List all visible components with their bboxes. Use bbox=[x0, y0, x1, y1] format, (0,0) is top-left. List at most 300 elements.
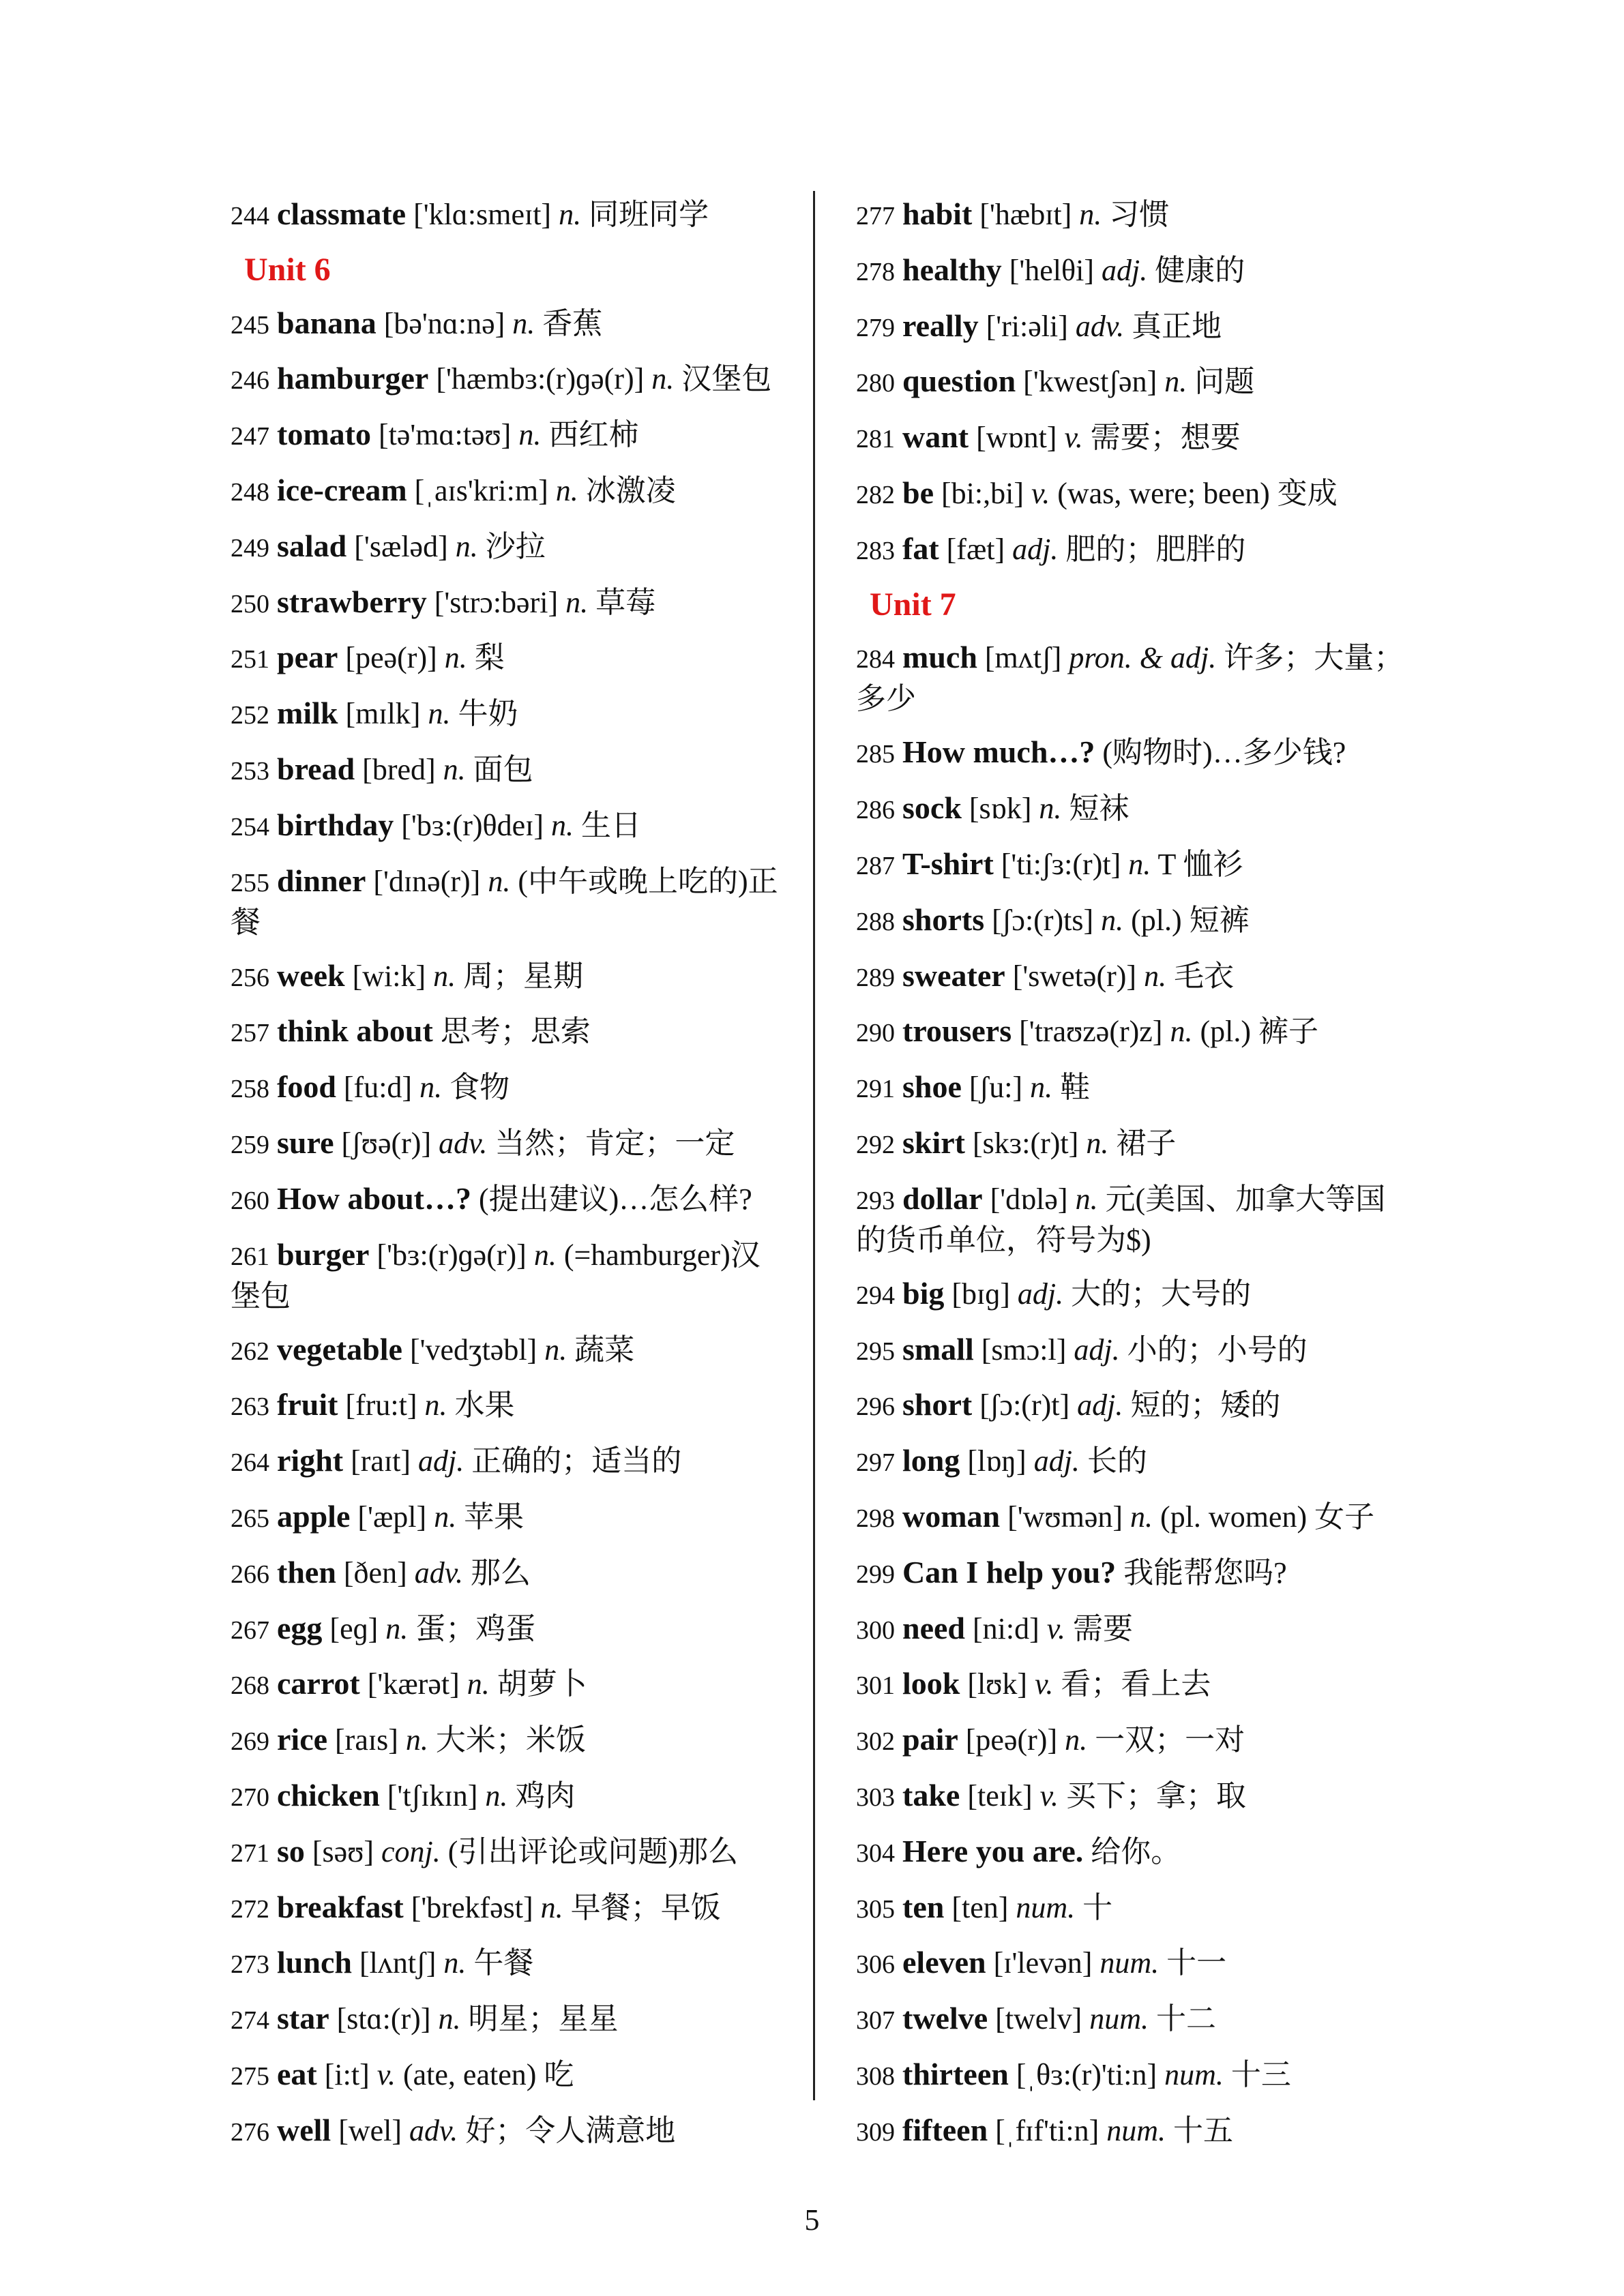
entry-number: 277 bbox=[856, 202, 895, 230]
entry-meaning: 当然；肯定；一定 bbox=[487, 1126, 735, 1160]
entry-number: 301 bbox=[856, 1671, 895, 1701]
entry-part-of-speech: v. bbox=[1035, 1667, 1054, 1701]
entry-word: vegetable bbox=[277, 1331, 402, 1367]
entry-number: 306 bbox=[856, 1950, 895, 1980]
right-column bbox=[856, 188, 1415, 2160]
entry-phonetic: ['traʊzə(r)z] bbox=[1012, 1015, 1170, 1049]
entry-number: 290 bbox=[856, 1019, 895, 1048]
entry-word: pear bbox=[277, 640, 338, 675]
entry-number: 276 bbox=[231, 2117, 269, 2147]
vocab-entry bbox=[231, 799, 790, 854]
entry-meaning: 十五 bbox=[1166, 2113, 1234, 2147]
vocab-entry bbox=[231, 1228, 790, 1323]
vocab-entry bbox=[231, 1004, 790, 1060]
entry-phonetic: [ʃʊə(r)] bbox=[334, 1126, 439, 1160]
entry-word: fat bbox=[902, 531, 939, 566]
entry-meaning: 长的 bbox=[1079, 1444, 1147, 1478]
entry-phonetic: [lʌntʃ] bbox=[351, 1946, 444, 1980]
entry-phonetic: [səʊ] bbox=[304, 1834, 382, 1868]
vocab-entry bbox=[231, 297, 790, 353]
entry-phonetic: ['æpl] bbox=[350, 1500, 434, 1534]
entry-part-of-speech: n. bbox=[444, 641, 467, 675]
entry-word: tomato bbox=[277, 417, 371, 452]
entry-phonetic: ['klɑ:smeɪt] bbox=[406, 198, 559, 231]
entry-word: classmate bbox=[277, 196, 407, 231]
entry-number: 273 bbox=[231, 1950, 269, 1980]
entry-word: much bbox=[902, 640, 977, 675]
column-divider bbox=[813, 191, 815, 2100]
entry-number: 298 bbox=[856, 1504, 895, 1533]
entry-phonetic: ['ti:ʃɜ:(r)t] bbox=[993, 847, 1129, 881]
vocab-entry bbox=[231, 1546, 790, 1602]
entry-meaning: 毛衣 bbox=[1166, 959, 1235, 993]
entry-part-of-speech: num. bbox=[1016, 1890, 1076, 1924]
entry-part-of-speech: v. bbox=[1046, 1611, 1066, 1645]
entry-phonetic: ['vedʒtəbl] bbox=[402, 1332, 545, 1367]
entry-part-of-speech: adj. bbox=[1074, 1332, 1120, 1367]
entry-phonetic bbox=[1116, 1556, 1123, 1590]
entry-number: 266 bbox=[231, 1560, 269, 1589]
entry-part-of-speech: conj. bbox=[381, 1834, 441, 1868]
entry-number: 272 bbox=[231, 1894, 269, 1924]
entry-part-of-speech: adv. bbox=[439, 1126, 488, 1160]
entry-meaning: 需要；想要 bbox=[1082, 421, 1241, 455]
vocab-entry bbox=[231, 408, 790, 464]
vocab-entry bbox=[231, 520, 790, 576]
entry-part-of-speech: n. bbox=[434, 1500, 457, 1534]
entry-phonetic: [bɪɡ] bbox=[944, 1277, 1018, 1311]
vocab-entry bbox=[856, 522, 1415, 578]
entry-number: 285 bbox=[856, 740, 895, 769]
entry-part-of-speech: adj. bbox=[1017, 1277, 1064, 1311]
entry-phonetic: [ʃɔ:(r)t] bbox=[972, 1388, 1078, 1422]
entry-meaning: 问题 bbox=[1187, 365, 1255, 399]
entry-word: hamburger bbox=[277, 361, 429, 396]
entry-meaning: (pl.) 短裤 bbox=[1123, 903, 1250, 937]
entry-number: 244 bbox=[231, 202, 269, 230]
entry-word: bread bbox=[277, 751, 355, 786]
entry-part-of-speech: adv. bbox=[414, 1555, 464, 1590]
entry-phonetic: [twelv] bbox=[988, 2002, 1090, 2036]
entry-word: milk bbox=[277, 696, 338, 731]
entry-word: take bbox=[902, 1777, 960, 1813]
entry-meaning: 小的；小号的 bbox=[1119, 1332, 1308, 1367]
entry-word: woman bbox=[902, 1498, 1001, 1534]
entry-part-of-speech: n. bbox=[424, 1388, 447, 1422]
entry-number: 284 bbox=[856, 645, 895, 674]
vocab-entry bbox=[856, 243, 1415, 299]
entry-word: sweater bbox=[902, 957, 1005, 993]
entry-phonetic: [raɪt] bbox=[343, 1444, 419, 1478]
vocab-entry bbox=[856, 1116, 1415, 1172]
vocab-entry bbox=[856, 411, 1415, 466]
entry-part-of-speech: pron. & adj. bbox=[1069, 641, 1217, 675]
entry-word: right bbox=[277, 1443, 344, 1478]
vocab-entry bbox=[856, 893, 1415, 949]
entry-word: eat bbox=[277, 2056, 317, 2091]
entry-part-of-speech: n. bbox=[1101, 903, 1124, 937]
entry-meaning: 十一 bbox=[1159, 1946, 1227, 1980]
entry-word: rice bbox=[277, 1722, 328, 1757]
entry-meaning: 蛋；鸡蛋 bbox=[408, 1611, 536, 1645]
entry-phonetic: [ʃɔ:(r)ts] bbox=[984, 903, 1102, 937]
entry-part-of-speech: v. bbox=[1064, 421, 1083, 455]
entry-part-of-speech: n. bbox=[565, 585, 589, 619]
vocab-entry bbox=[856, 781, 1415, 837]
entry-number: 279 bbox=[856, 313, 895, 342]
entry-part-of-speech: v. bbox=[1031, 476, 1050, 510]
entry-word: fifteen bbox=[902, 2112, 988, 2147]
entry-phonetic bbox=[1083, 1835, 1091, 1868]
entry-part-of-speech: adj. bbox=[1101, 253, 1148, 287]
entry-phonetic: ['wʊmən] bbox=[1000, 1500, 1131, 1534]
vocab-entry bbox=[856, 1490, 1415, 1546]
entry-number: 282 bbox=[856, 480, 895, 509]
entry-phonetic: [fu:d] bbox=[336, 1071, 420, 1105]
vocab-entry bbox=[231, 1657, 790, 1713]
vocab-entry bbox=[856, 949, 1415, 1005]
entry-number: 291 bbox=[856, 1075, 895, 1104]
entry-phonetic: ['sæləd] bbox=[346, 529, 456, 563]
entry-number: 283 bbox=[856, 536, 895, 565]
entry-meaning: 鞋 bbox=[1052, 1071, 1091, 1105]
entry-meaning: 面包 bbox=[465, 752, 533, 786]
entry-number: 271 bbox=[231, 1838, 269, 1868]
entry-part-of-speech: n. bbox=[540, 1890, 563, 1924]
entry-phonetic: ['bɜ:(r)ɡə(r)] bbox=[369, 1238, 534, 1272]
entry-number: 305 bbox=[856, 1894, 895, 1924]
entry-phonetic: ['kwestʃən] bbox=[1016, 365, 1165, 399]
entry-phonetic: [eɡ] bbox=[322, 1611, 386, 1645]
entry-word: well bbox=[277, 2112, 331, 2147]
entry-word: sock bbox=[902, 790, 962, 826]
entry-number: 265 bbox=[231, 1504, 269, 1533]
entry-phonetic: [wi:k] bbox=[344, 959, 434, 993]
entry-part-of-speech: n. bbox=[467, 1667, 490, 1701]
entry-number: 254 bbox=[231, 812, 269, 841]
entry-word: need bbox=[902, 1610, 965, 1645]
entry-word: How much…? bbox=[902, 734, 1095, 770]
entry-meaning: 水果 bbox=[447, 1388, 515, 1422]
entry-word: be bbox=[902, 475, 934, 510]
entry-meaning: (pl.) 裤子 bbox=[1192, 1015, 1318, 1049]
entry-word: twelve bbox=[902, 2001, 988, 2036]
vocab-entry bbox=[856, 1060, 1415, 1116]
vocab-entry bbox=[856, 1378, 1415, 1434]
entry-number: 259 bbox=[231, 1130, 269, 1159]
entry-phonetic: [bred] bbox=[355, 752, 443, 786]
entry-phonetic: [raɪs] bbox=[327, 1723, 406, 1757]
entry-meaning: 鸡肉 bbox=[507, 1778, 576, 1813]
entry-word: look bbox=[902, 1666, 960, 1701]
entry-phonetic: ['hæbɪt] bbox=[972, 198, 1080, 231]
entry-number: 257 bbox=[231, 1019, 269, 1048]
entry-phonetic: ['hæmbɜ:(r)ɡə(r)] bbox=[428, 362, 652, 396]
entry-meaning: 早餐；早饭 bbox=[563, 1890, 721, 1924]
entry-number: 286 bbox=[856, 796, 895, 825]
entry-number: 288 bbox=[856, 907, 895, 936]
entry-phonetic bbox=[1095, 736, 1102, 769]
entry-number: 256 bbox=[231, 963, 269, 992]
entry-part-of-speech: n. bbox=[1130, 1500, 1153, 1534]
entry-phonetic: [ˌaɪs'kri:m] bbox=[407, 473, 556, 507]
entry-part-of-speech: n. bbox=[555, 473, 578, 507]
entry-part-of-speech: n. bbox=[559, 198, 582, 231]
entry-number: 261 bbox=[231, 1242, 269, 1271]
entry-part-of-speech: n. bbox=[455, 529, 478, 563]
entry-phonetic: [stɑ:(r)] bbox=[329, 2002, 439, 2036]
entry-number: 308 bbox=[856, 2061, 895, 2091]
entry-word: salad bbox=[277, 528, 347, 563]
entry-number: 267 bbox=[231, 1615, 269, 1645]
vocab-entry bbox=[856, 188, 1415, 243]
entry-word: skirt bbox=[902, 1124, 965, 1160]
entry-word: fruit bbox=[277, 1387, 338, 1422]
entry-part-of-speech: n. bbox=[405, 1723, 428, 1757]
entry-number: 278 bbox=[856, 257, 895, 286]
entry-part-of-speech: num. bbox=[1089, 2002, 1149, 2036]
entry-meaning: 许多；大量；多少 bbox=[856, 641, 1404, 716]
entry-part-of-speech: n. bbox=[551, 808, 574, 842]
entry-number: 307 bbox=[856, 2006, 895, 2036]
entry-word: carrot bbox=[277, 1666, 360, 1701]
entry-number: 295 bbox=[856, 1337, 895, 1366]
entry-number: 248 bbox=[231, 477, 269, 507]
unit-heading: Unit 6 bbox=[244, 251, 331, 288]
entry-word: shoe bbox=[902, 1069, 962, 1105]
entry-number: 287 bbox=[856, 851, 895, 880]
entry-phonetic: ['dɒlə] bbox=[982, 1182, 1076, 1216]
entry-phonetic bbox=[471, 1182, 479, 1216]
entry-number: 245 bbox=[231, 310, 269, 340]
entry-word: so bbox=[277, 1833, 305, 1868]
vocab-entry bbox=[231, 1881, 790, 1937]
entry-part-of-speech: n. bbox=[1039, 792, 1062, 826]
entry-phonetic: [bə'nɑ:nə] bbox=[376, 306, 513, 340]
vocab-entry bbox=[856, 1172, 1415, 1267]
entry-word: breakfast bbox=[277, 1889, 404, 1924]
entry-phonetic: [fæt] bbox=[939, 532, 1013, 566]
entry-meaning: 健康的 bbox=[1147, 253, 1245, 287]
entry-word: strawberry bbox=[277, 584, 427, 619]
vocab-entry bbox=[856, 1992, 1415, 2048]
entry-number: 300 bbox=[856, 1615, 895, 1645]
entry-phonetic: [ʃu:] bbox=[961, 1071, 1031, 1105]
entry-phonetic bbox=[433, 1015, 441, 1048]
vocab-entry bbox=[856, 299, 1415, 355]
entry-part-of-speech: v. bbox=[1039, 1778, 1059, 1813]
entry-word: thirteen bbox=[902, 2056, 1009, 2091]
vocab-entry bbox=[231, 352, 790, 408]
entry-meaning: 蔬菜 bbox=[567, 1332, 635, 1367]
entry-word: want bbox=[902, 419, 969, 455]
entry-word: apple bbox=[277, 1498, 351, 1534]
entry-number: 251 bbox=[231, 645, 269, 674]
entry-word: star bbox=[277, 2001, 329, 2036]
entry-meaning: 十三 bbox=[1223, 2057, 1291, 2091]
entry-meaning: 需要 bbox=[1065, 1611, 1134, 1645]
entry-part-of-speech: n. bbox=[1079, 198, 1102, 231]
entry-meaning: 肥的；肥胖的 bbox=[1058, 532, 1246, 566]
entry-meaning: (=hamburger)汉堡包 bbox=[231, 1238, 761, 1313]
entry-meaning: 习惯 bbox=[1102, 198, 1170, 231]
entry-meaning: 真正地 bbox=[1124, 309, 1222, 343]
entry-word: question bbox=[902, 363, 1016, 399]
entry-number: 260 bbox=[231, 1186, 269, 1215]
entry-part-of-speech: n. bbox=[1065, 1723, 1088, 1757]
entry-meaning: 明星；星星 bbox=[460, 2002, 619, 2036]
entry-meaning: 苹果 bbox=[456, 1500, 525, 1534]
entry-phonetic: [mɪlk] bbox=[338, 697, 428, 731]
entry-meaning: 十二 bbox=[1149, 2002, 1216, 2036]
entry-part-of-speech: n. bbox=[1128, 847, 1151, 881]
entry-word: How about…? bbox=[277, 1180, 471, 1216]
entry-phonetic: [smɔ:l] bbox=[973, 1332, 1074, 1367]
entry-part-of-speech: n. bbox=[419, 1071, 443, 1105]
vocab-entry bbox=[231, 1116, 790, 1172]
entry-phonetic: [bi:,bi] bbox=[934, 476, 1031, 510]
entry-part-of-speech: adj. bbox=[1077, 1388, 1123, 1422]
entry-phonetic: [mʌtʃ] bbox=[977, 641, 1069, 675]
entry-word: sure bbox=[277, 1124, 334, 1160]
entry-part-of-speech: n. bbox=[1086, 1126, 1109, 1160]
entry-word: burger bbox=[277, 1236, 370, 1272]
entry-phonetic: [peə(r)] bbox=[958, 1723, 1065, 1757]
entry-part-of-speech: adj. bbox=[418, 1444, 464, 1478]
vocab-entry bbox=[856, 1323, 1415, 1379]
entry-phonetic: [teɪk] bbox=[960, 1778, 1040, 1813]
entry-meaning: 我能帮您吗? bbox=[1123, 1555, 1287, 1590]
entry-meaning: T 恤衫 bbox=[1151, 847, 1243, 881]
vocab-entry bbox=[231, 2104, 790, 2160]
entry-word: week bbox=[277, 957, 345, 993]
entry-meaning: 那么 bbox=[463, 1555, 531, 1590]
entry-part-of-speech: n. bbox=[443, 752, 466, 786]
entry-phonetic: [wel] bbox=[331, 2113, 410, 2147]
entry-part-of-speech: n. bbox=[433, 959, 456, 993]
entry-word: really bbox=[902, 308, 979, 343]
vocab-entry bbox=[856, 1657, 1415, 1713]
left-column bbox=[231, 188, 790, 2160]
entry-part-of-speech: n. bbox=[512, 306, 535, 340]
entry-word: habit bbox=[902, 196, 973, 231]
entry-meaning: 短袜 bbox=[1061, 792, 1130, 826]
entry-number: 269 bbox=[231, 1727, 269, 1757]
entry-meaning: 十 bbox=[1075, 1890, 1113, 1924]
vocab-entry bbox=[231, 2048, 790, 2104]
entry-part-of-speech: n. bbox=[443, 1946, 467, 1980]
entry-number: 303 bbox=[856, 1783, 895, 1812]
entry-number: 262 bbox=[231, 1337, 269, 1366]
entry-word: then bbox=[277, 1554, 336, 1590]
vocab-entry bbox=[856, 2048, 1415, 2104]
entry-part-of-speech: n. bbox=[544, 1332, 567, 1367]
entry-phonetic: [ɪ'levən] bbox=[986, 1946, 1100, 1980]
vocab-entry bbox=[856, 1546, 1415, 1602]
entry-meaning: 短的；矮的 bbox=[1123, 1388, 1281, 1422]
page-number: 5 bbox=[804, 2203, 820, 2237]
entry-part-of-speech: n. bbox=[1164, 365, 1187, 399]
entry-word: food bbox=[277, 1069, 336, 1105]
entry-number: 250 bbox=[231, 589, 269, 618]
entry-meaning: 午餐 bbox=[466, 1946, 534, 1980]
vocab-entry bbox=[231, 1825, 790, 1881]
entry-word: ice-cream bbox=[277, 472, 407, 507]
entry-phonetic: ['kærət] bbox=[359, 1667, 467, 1701]
entry-part-of-speech: num. bbox=[1164, 2057, 1224, 2091]
vocab-entry bbox=[856, 726, 1415, 781]
entry-phonetic: [skɜ:(r)t] bbox=[965, 1126, 1087, 1160]
vocab-entry bbox=[856, 1825, 1415, 1881]
vocab-entry bbox=[856, 1769, 1415, 1825]
vocab-entry bbox=[231, 1936, 790, 1992]
entry-meaning: 大的；大号的 bbox=[1063, 1277, 1252, 1311]
entry-phonetic: ['dɪnə(r)] bbox=[366, 864, 488, 898]
vocab-entry bbox=[231, 743, 790, 799]
entry-meaning: 好；令人满意地 bbox=[458, 2113, 676, 2147]
entry-number: 292 bbox=[856, 1130, 895, 1159]
entry-number: 309 bbox=[856, 2117, 895, 2147]
entry-meaning: 食物 bbox=[442, 1071, 510, 1105]
entry-part-of-speech: n. bbox=[485, 1778, 508, 1813]
entry-meaning: 梨 bbox=[467, 641, 505, 675]
entry-phonetic: [lʊk] bbox=[960, 1667, 1035, 1701]
entry-word: eleven bbox=[902, 1945, 986, 1980]
vocab-entry bbox=[231, 1769, 790, 1825]
entry-phonetic: [fru:t] bbox=[338, 1388, 425, 1422]
vocab-entry bbox=[856, 2104, 1415, 2160]
entry-number: 289 bbox=[856, 963, 895, 992]
entry-phonetic: ['bɜ:(r)θdeɪ] bbox=[394, 808, 551, 842]
entry-part-of-speech: n. bbox=[1170, 1015, 1193, 1049]
entry-meaning: 草莓 bbox=[588, 585, 656, 619]
vocab-entry bbox=[231, 1172, 790, 1228]
entry-phonetic: ['swetə(r)] bbox=[1005, 959, 1145, 993]
entry-number: 263 bbox=[231, 1392, 269, 1422]
entry-meaning: (pl. women) 女子 bbox=[1153, 1500, 1375, 1534]
entry-word: dollar bbox=[902, 1180, 983, 1216]
entry-meaning: (引出评论或问题)那么 bbox=[440, 1834, 739, 1868]
vocab-entry bbox=[856, 1713, 1415, 1769]
entry-phonetic: [ten] bbox=[944, 1890, 1016, 1924]
entry-meaning: 胡萝卜 bbox=[489, 1667, 587, 1701]
entry-number: 270 bbox=[231, 1783, 269, 1812]
entry-meaning: 大米；米饭 bbox=[428, 1723, 586, 1757]
entry-word: ten bbox=[902, 1889, 945, 1924]
vocab-entry bbox=[231, 1602, 790, 1658]
entry-meaning: 沙拉 bbox=[477, 529, 546, 563]
vocab-entry bbox=[856, 1004, 1415, 1060]
vocab-entry bbox=[231, 1060, 790, 1116]
entry-phonetic: ['helθi] bbox=[1001, 253, 1102, 287]
entry-part-of-speech: n. bbox=[428, 697, 451, 731]
entry-word: Can I help you? bbox=[902, 1554, 1117, 1590]
entry-part-of-speech: n. bbox=[1144, 959, 1167, 993]
entry-meaning: (中午或晚上吃的)正餐 bbox=[231, 864, 778, 939]
entry-meaning: 正确的；适当的 bbox=[464, 1444, 682, 1478]
entry-number: 302 bbox=[856, 1727, 895, 1757]
vocab-entry bbox=[231, 1434, 790, 1490]
entry-phonetic: ['tʃɪkɪn] bbox=[379, 1778, 486, 1813]
entry-part-of-speech: num. bbox=[1106, 2113, 1166, 2147]
vocab-entry bbox=[231, 1323, 790, 1379]
entry-phonetic: [ðen] bbox=[336, 1555, 415, 1590]
entry-phonetic: [wɒnt] bbox=[969, 421, 1065, 455]
entry-number: 252 bbox=[231, 701, 269, 730]
entry-phonetic: [sɒk] bbox=[961, 792, 1039, 826]
entry-phonetic: [i:t] bbox=[316, 2057, 377, 2091]
entry-phonetic: ['ri:əli] bbox=[978, 309, 1076, 343]
